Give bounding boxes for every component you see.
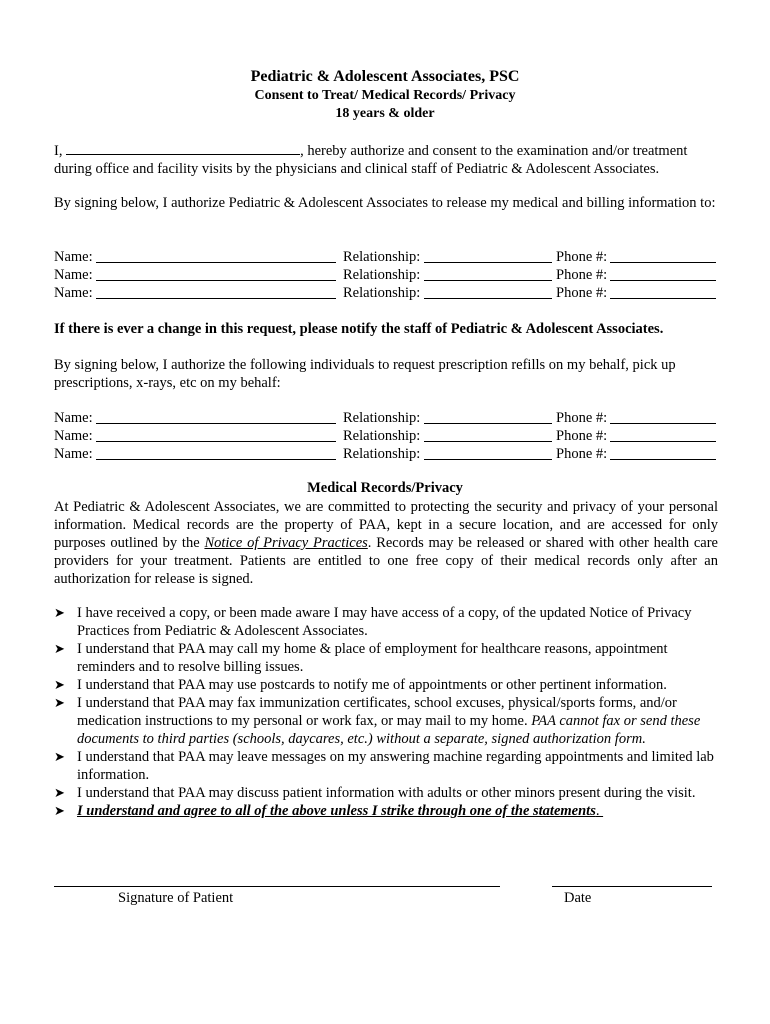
refill-contact-row <box>54 445 718 463</box>
records-paragraph <box>54 498 718 588</box>
release-contact-row <box>54 248 718 266</box>
relationship-label: Relationship: <box>343 249 421 265</box>
name-label: Name: <box>54 267 93 283</box>
phone-field[interactable] <box>610 445 716 460</box>
refill-contact-row <box>54 427 718 445</box>
release-intro: By signing below, I authorize Pediatric & Adolescent Associates to release my medical and billing information to: <box>54 195 716 211</box>
records-text-before: At Pediatric & Adolescent Associates, we are committed to protecting the security and privacy of your personal information. Medical records are the property of PAA, kept in a secure location, and are accessed for only purposes outlined by the <box>54 499 718 551</box>
consent-prefix: I, <box>54 143 63 159</box>
relationship-field[interactable] <box>424 266 552 281</box>
phone-field[interactable] <box>610 266 716 281</box>
arrow-bullet-icon: ➤ <box>54 605 65 620</box>
phone-label: Phone #: <box>556 410 608 426</box>
name-label: Name: <box>54 410 93 426</box>
change-notice: If there is ever a change in this request, please notify the staff of Pediatric & Adolescent Associates. <box>54 321 664 337</box>
patient-name-field[interactable] <box>66 140 300 155</box>
relationship-field[interactable] <box>424 284 552 299</box>
relationship-field[interactable] <box>424 427 552 442</box>
phone-label: Phone #: <box>556 249 608 265</box>
arrow-bullet-icon: ➤ <box>54 695 65 710</box>
arrow-bullet-icon: ➤ <box>54 677 65 692</box>
name-field[interactable] <box>96 427 336 442</box>
phone-label: Phone #: <box>556 446 608 462</box>
name-field[interactable] <box>96 445 336 460</box>
list-item: ➤ I understand that PAA may fax immunization certificates, school excuses, physical/sports forms, and/or medication instructions to my personal or work fax, or may mail to my home. PAA cannot fax or send these documents to third parties (schools, daycares, etc.) without a separate, signed authorization form. <box>54 695 701 747</box>
release-contact-row <box>54 266 718 284</box>
phone-field[interactable] <box>610 409 716 424</box>
form-subtitle: Consent to Treat/ Medical Records/ Privacy <box>254 88 516 103</box>
refill-contact-row <box>54 409 718 427</box>
records-section-title: Medical Records/Privacy <box>307 480 463 496</box>
phone-label: Phone #: <box>556 285 608 301</box>
acknowledgement-list <box>54 604 718 820</box>
consent-paragraph <box>54 140 718 178</box>
practice-title: Pediatric & Adolescent Associates, PSC <box>250 68 520 85</box>
relationship-label: Relationship: <box>343 285 421 301</box>
relationship-field[interactable] <box>424 248 552 263</box>
date-signature-line[interactable] <box>552 886 712 887</box>
patient-signature-label: Signature of Patient <box>118 890 234 906</box>
name-label: Name: <box>54 446 93 462</box>
date-label: Date <box>564 890 592 906</box>
consent-text: , hereby authorize and consent to the examination and/or treatment during office and facility visits by the physicians and clinical staff of Pediatric & Adolescent Associates. <box>54 143 688 177</box>
name-field[interactable] <box>96 409 336 424</box>
refill-intro: By signing below, I authorize the following individuals to request prescription refills on my behalf, pick up prescriptions, x-rays, etc on my behalf: <box>54 357 676 391</box>
relationship-label: Relationship: <box>343 428 421 444</box>
list-item: ➤ I understand that PAA may leave messages on my answering machine regarding appointments and limited lab information. <box>54 749 714 783</box>
list-item: ➤ I have received a copy, or been made aware I may have access of a copy, of the updated Notice of Privacy Practices from Pediatric & Adolescent Associates. <box>54 605 692 639</box>
name-field[interactable] <box>96 266 336 281</box>
list-item: ➤ I understand that PAA may call my home & place of employment for healthcare reasons, appointment reminders and to resolve billing issues. <box>54 641 668 675</box>
phone-field[interactable] <box>610 427 716 442</box>
name-label: Name: <box>54 428 93 444</box>
relationship-label: Relationship: <box>343 267 421 283</box>
privacy-notice-reference: Notice of Privacy Practices <box>204 535 368 551</box>
name-field[interactable] <box>96 284 336 299</box>
phone-label: Phone #: <box>556 428 608 444</box>
relationship-field[interactable] <box>424 445 552 460</box>
arrow-bullet-icon: ➤ <box>54 749 65 764</box>
relationship-label: Relationship: <box>343 410 421 426</box>
records-text-after: . Records may be released or shared with other health care providers for your treatment. Patients are entitled to one free copy of their medical records only after an authorization for release is signed. <box>54 535 718 587</box>
name-label: Name: <box>54 249 93 265</box>
release-contact-row <box>54 284 718 302</box>
name-field[interactable] <box>96 248 336 263</box>
arrow-bullet-icon: ➤ <box>54 785 65 800</box>
agreement-item: ➤ I understand and agree to all of the above unless I strike through one of the statements. <box>54 803 604 819</box>
phone-field[interactable] <box>610 284 716 299</box>
arrow-bullet-icon: ➤ <box>54 641 65 656</box>
list-item: ➤ I understand that PAA may discuss patient information with adults or other minors present during the visit. <box>54 785 696 801</box>
relationship-field[interactable] <box>424 409 552 424</box>
arrow-bullet-icon: ➤ <box>54 803 65 818</box>
patient-signature-line[interactable] <box>54 886 500 887</box>
name-label: Name: <box>54 285 93 301</box>
relationship-label: Relationship: <box>343 446 421 462</box>
phone-label: Phone #: <box>556 267 608 283</box>
phone-field[interactable] <box>610 248 716 263</box>
list-item: ➤ I understand that PAA may use postcards to notify me of appointments or other pertinent information. <box>54 677 667 693</box>
age-group: 18 years & older <box>335 106 435 121</box>
